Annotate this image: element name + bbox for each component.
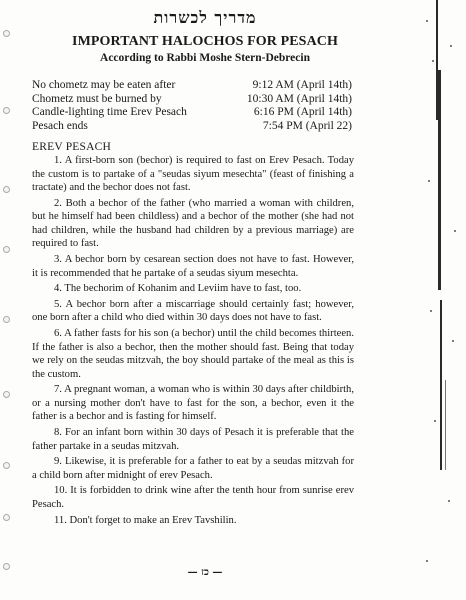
- hebrew-header: מדריך לכשרות: [153, 8, 257, 27]
- halacha-paragraph: 8. For an infant born within 30 days of Pesach it is preferable that the father partake in a seudas mitzvah.: [32, 427, 354, 452]
- halacha-paragraph: 1. A first-born son (bechor) is required to fast on Erev Pesach. Today the custom is to partake of a "seudas siyum mesechta" (feast of finishing a tractate) and the bechor does not fast.: [32, 155, 354, 194]
- time-value: 7:54 PM (April 22): [262, 119, 352, 132]
- halacha-paragraph: 10. It is forbidden to drink wine after the tenth hour from sunrise erev Pesach.: [32, 485, 354, 510]
- time-label: No chometz may be eaten after: [32, 79, 176, 91]
- times-row: [32, 120, 352, 134]
- scan-edge-noise: [414, 0, 466, 600]
- binding-hole: [3, 462, 10, 469]
- halacha-paragraph: 11. Don't forget to make an Erev Tavshilin.: [54, 514, 237, 526]
- binding-hole: [3, 107, 10, 114]
- binding-hole: [3, 246, 10, 253]
- time-label: Candle-lighting time Erev Pesach: [32, 106, 187, 119]
- binding-hole: [3, 514, 10, 521]
- halacha-paragraph: 3. A bechor born by cesarean section does not have to fast. However, it is recommended that he partake of a seudas siyum mesechta.: [32, 254, 354, 279]
- page-subtitle: According to Rabbi Moshe Stern-Debrecin: [100, 52, 310, 64]
- section-heading: EREV PESACH: [32, 141, 111, 153]
- time-value: 10:30 AM (April 14th): [246, 92, 352, 105]
- halacha-paragraph: 6. A father fasts for his son (a bechor) until the child becomes thirteen. If the father is also a bechor, then the mother should fast. Being that today we rely on the seudas mitzvah, the boy should partake of the meal as this is the custom.: [32, 328, 354, 380]
- times-row: [32, 93, 352, 107]
- binding-hole: [3, 391, 10, 398]
- binding-hole: [3, 186, 10, 193]
- time-label: Pesach ends: [32, 119, 88, 132]
- times-row: [32, 106, 352, 120]
- binding-hole: [3, 316, 10, 323]
- halachos-body: [32, 154, 354, 529]
- halacha-paragraph: 2. Both a bechor of the father (who married a woman with children, but he himself had been childless) and a bechor of the mother (she had not had children, while the husband had children by a previous marriage) are required to fast.: [32, 197, 354, 250]
- times-row: [32, 79, 352, 93]
- halacha-paragraph: 7. A pregnant woman, a woman who is within 30 days after childbirth, or a nursing mother don't have to fast for the son, a bechor, even it the father is a bechor and is fasting for himself.: [32, 384, 354, 423]
- time-value: 6:16 PM (April 14th): [253, 106, 352, 119]
- time-label: Chometz must be burned by: [32, 92, 162, 105]
- halacha-paragraph: 9. Likewise, it is preferable for a father to eat by a seudas mitzvah for a child born after midnight of erev Pesach.: [32, 456, 354, 481]
- time-value: 9:12 AM (April 14th): [252, 79, 352, 91]
- page-title: IMPORTANT HALOCHOS FOR PESACH: [72, 34, 338, 49]
- page-number: — כז —: [187, 567, 223, 578]
- halacha-paragraph: 5. A bechor born after a miscarriage should certainly fast; however, one born after a child who died within 30 days does not have to fast.: [32, 298, 354, 324]
- halacha-paragraph: 4. The bechorim of Kohanim and Leviim have to fast, too.: [54, 283, 302, 295]
- times-table: [32, 79, 352, 133]
